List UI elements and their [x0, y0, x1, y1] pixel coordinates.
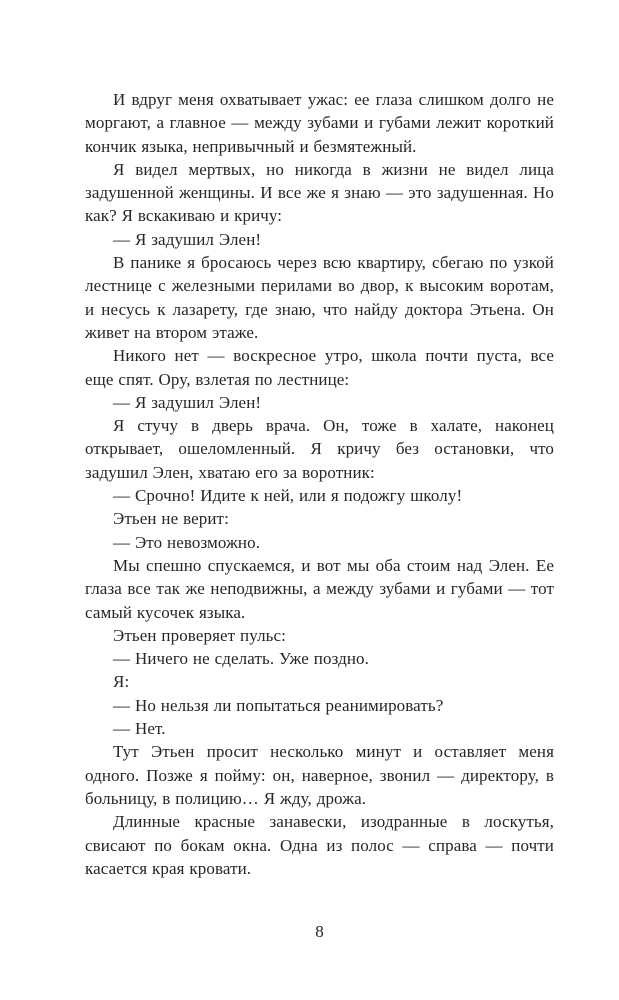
dialogue-line: — Срочно! Идите к ней, или я подожгу школу! — [113, 486, 463, 506]
paragraph: Я видел мертвых, но никогда в жизни не видел лица задушенной женщины. И все же я знаю — это задушенная. Но как? Я вскакиваю и кричу: — [85, 159, 554, 226]
paragraph: Этьен не верит: — [113, 509, 229, 529]
paragraph: Я стучу в дверь врача. Он, тоже в халате, наконец открывает, ошеломленный. Я кричу без остановки, что задушил Элен, хватаю его за воротник: — [85, 416, 554, 482]
paragraph: Мы спешно спускаемся, и вот мы оба стоим над Элен. Ее глаза все так же неподвижны, а между зубами и губами — тот самый кусочек языка. — [85, 555, 554, 622]
paragraph: Я: — [113, 672, 130, 692]
text-block — [85, 88, 554, 880]
paragraph: Этьен проверяет пульс: — [113, 625, 286, 645]
dialogue-line: — Я задушил Элен! — [113, 392, 262, 412]
dialogue-line: — Нет. — [113, 719, 166, 739]
dialogue-line: — Ничего не сделать. Уже поздно. — [113, 649, 369, 669]
paragraph: Длинные красные занавески, изодранные в лоскутья, свисают по бокам окна. Одна из полос — справа — почти касается края кровати. — [85, 812, 554, 878]
dialogue-line: — Это невозможно. — [113, 532, 261, 552]
paragraph: Никого нет — воскресное утро, школа почти пуста, все еще спят. Ору, взлетая по лестнице: — [85, 346, 554, 389]
page-number: 8 — [315, 922, 324, 941]
paragraph: И вдруг меня охватывает ужас: ее глаза слишком долго не моргают, а главное — между зубами и губами лежит короткий кончик языка, непривычный и безмятежный. — [85, 90, 554, 156]
dialogue-line: — Я задушил Элен! — [113, 229, 262, 249]
paragraph: Тут Этьен просит несколько минут и оставляет меня одного. Позже я пойму: он, наверное, звонил — директору, в больницу, в полицию… Я жду, дрожа. — [85, 742, 554, 808]
paragraph: В панике я бросаюсь через всю квартиру, сбегаю по узкой лестнице с железными перилами во двор, к высоким воротам, и несусь к лазарету, где знаю, что найду доктора Этьена. Он живет на втором этаже. — [85, 253, 554, 342]
dialogue-line: — Но нельзя ли попытаться реанимировать? — [113, 695, 444, 715]
